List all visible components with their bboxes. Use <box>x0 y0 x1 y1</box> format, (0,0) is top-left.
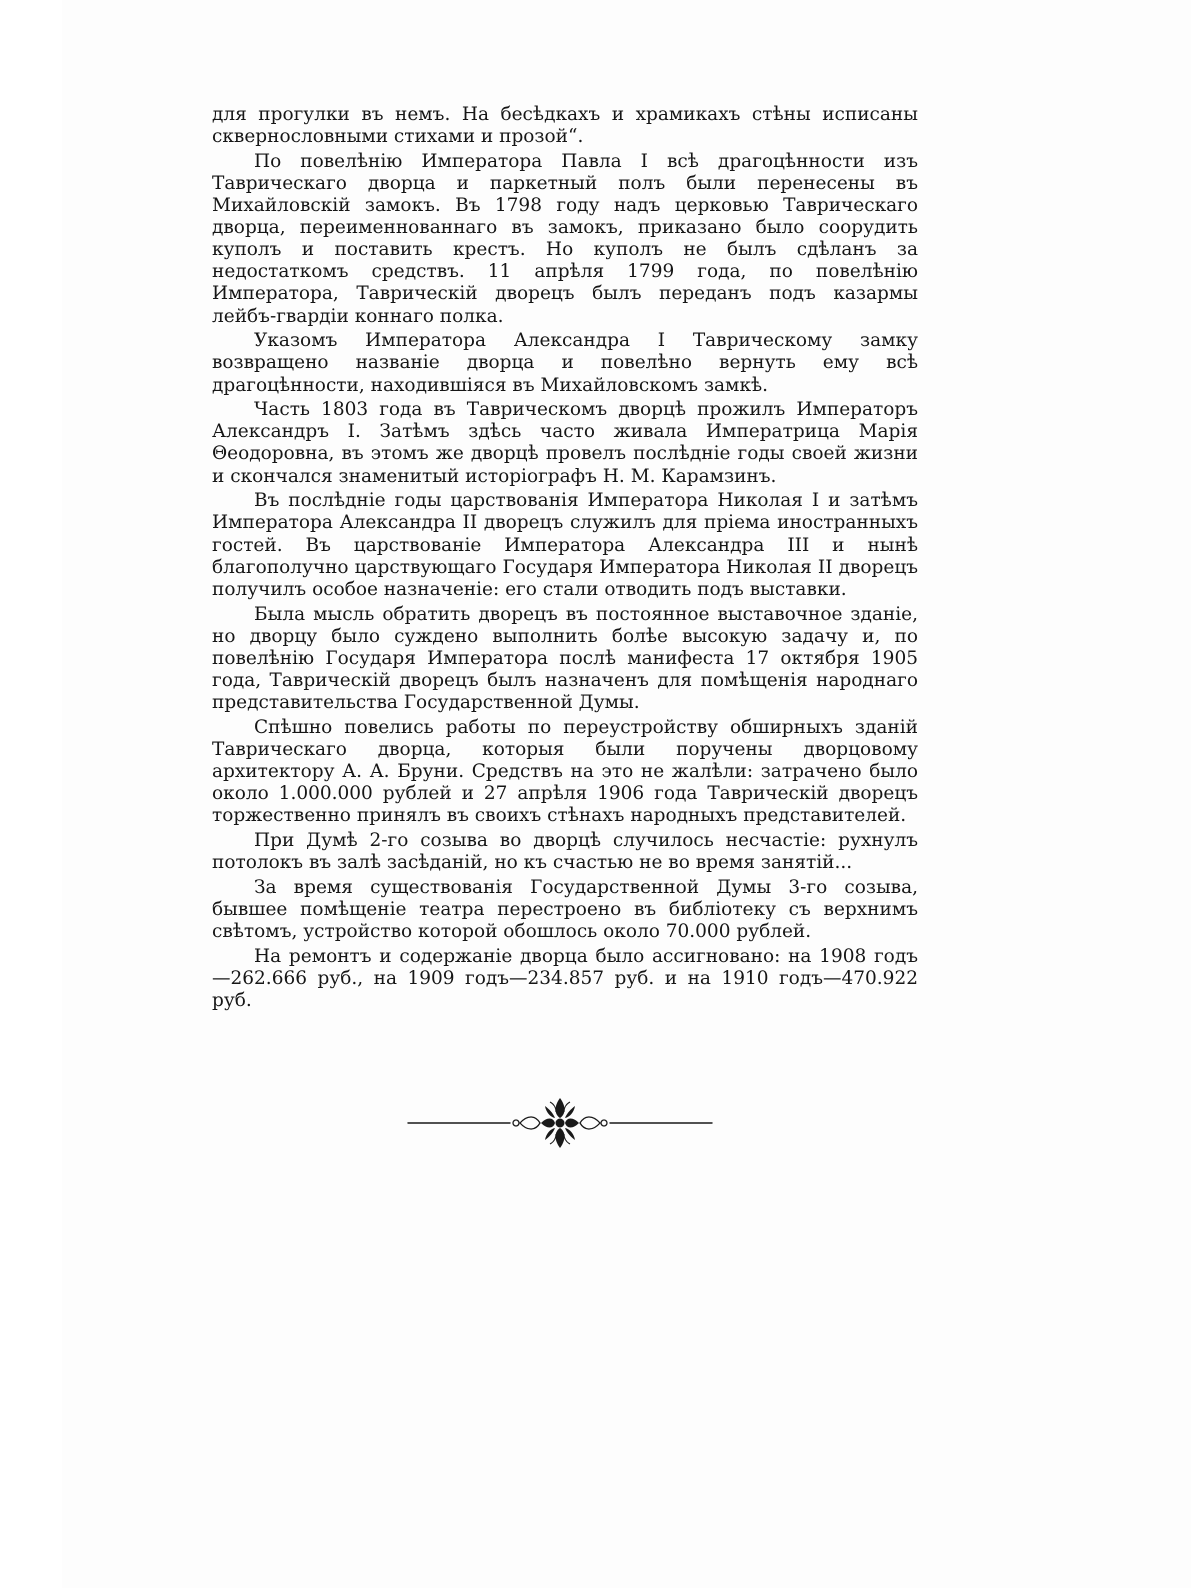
paragraph-7: Спѣшно повелись работы по переустройству обширныхъ зданій Таврическаго дворца, которыя были поручены дворцовому архитектору А. А. Бруни. Средствъ на это не жалѣли: затрачено было около 1.000.000 рублей и 27 апрѣля 1906 года Таврическій дворецъ торжественно принялъ въ своихъ стѣнахъ народныхъ представителей. <box>212 716 918 827</box>
paragraph-9: За время существованія Государственной Думы 3-го созыва, бывшее помѣщеніе театра перестроено въ библіотеку съ верхнимъ свѣтомъ, устройство которой обошлось около 70.000 рублей. <box>212 876 918 942</box>
paragraph-1: для прогулки въ немъ. На бесѣдкахъ и храмикахъ стѣны исписаны сквернословными стихами и прозой“. <box>212 104 918 148</box>
paragraph-6: Была мысль обратить дворецъ въ постоянное выставочное зданіе, но дворцу было суждено выполнить болѣе высокую задачу и, по повелѣнію Государя Императора послѣ манифеста 17 октября 1905 года, Таврическій дворецъ былъ назначенъ для помѣщенія народнаго представительства Государственной Думы. <box>212 603 918 713</box>
paragraph-3: Указомъ Императора Александра I Таврическому замку возвращено названіе дворца и повелѣно вернуть ему всѣ драгоцѣнности, находившіяся въ Михайловскомъ замкѣ. <box>212 330 918 396</box>
paragraph-4: Часть 1803 года въ Таврическомъ дворцѣ прожилъ Императоръ Александръ I. Затѣмъ здѣсь часто живала Императрица Марія Θеодоровна, въ этомъ же дворцѣ провелъ послѣдніе годы своей жизни и скончался знаменитый исторіографъ Н. М. Карамзинъ. <box>212 399 918 487</box>
paragraph-10: На ремонтъ и содержаніе дворца было ассигновано: на 1908 годъ—262.666 руб., на 1909 годъ—234.857 руб. и на 1910 годъ—470.922 руб. <box>212 945 918 1011</box>
body-text <box>212 104 918 1015</box>
paragraph-5: Въ послѣдніе годы царствованія Императора Николая I и затѣмъ Императора Александра II дворецъ служилъ для пріема иностранныхъ гостей. Въ царствованіе Императора Александра III и нынѣ благополучно царствующаго Государя Императора Николая II дворецъ получилъ особое назначеніе: его стали отводить подъ выставки. <box>212 490 918 600</box>
ornament-divider-icon <box>404 1096 716 1150</box>
paragraph-8: При Думѣ 2-го созыва во дворцѣ случилось несчастіе: рухнулъ потолокъ въ залѣ засѣданій, но къ счастью не во время занятій... <box>212 829 918 873</box>
paragraph-2: По повелѣнію Императора Павла I всѣ драгоцѣнности изъ Таврическаго дворца и паркетный полъ были перенесены въ Михайловскій замокъ. Въ 1798 году надъ церковью Таврическаго дворца, переименнованнаго въ замокъ, приказано было соорудить куполъ и поставить крестъ. Но куполъ не былъ сдѣланъ за недостаткомъ средствъ. 11 апрѣля 1799 года, по повелѣнію Императора, Таврическій дворецъ былъ переданъ подъ казармы лейбъ-гвардіи коннаго полка. <box>212 150 918 327</box>
